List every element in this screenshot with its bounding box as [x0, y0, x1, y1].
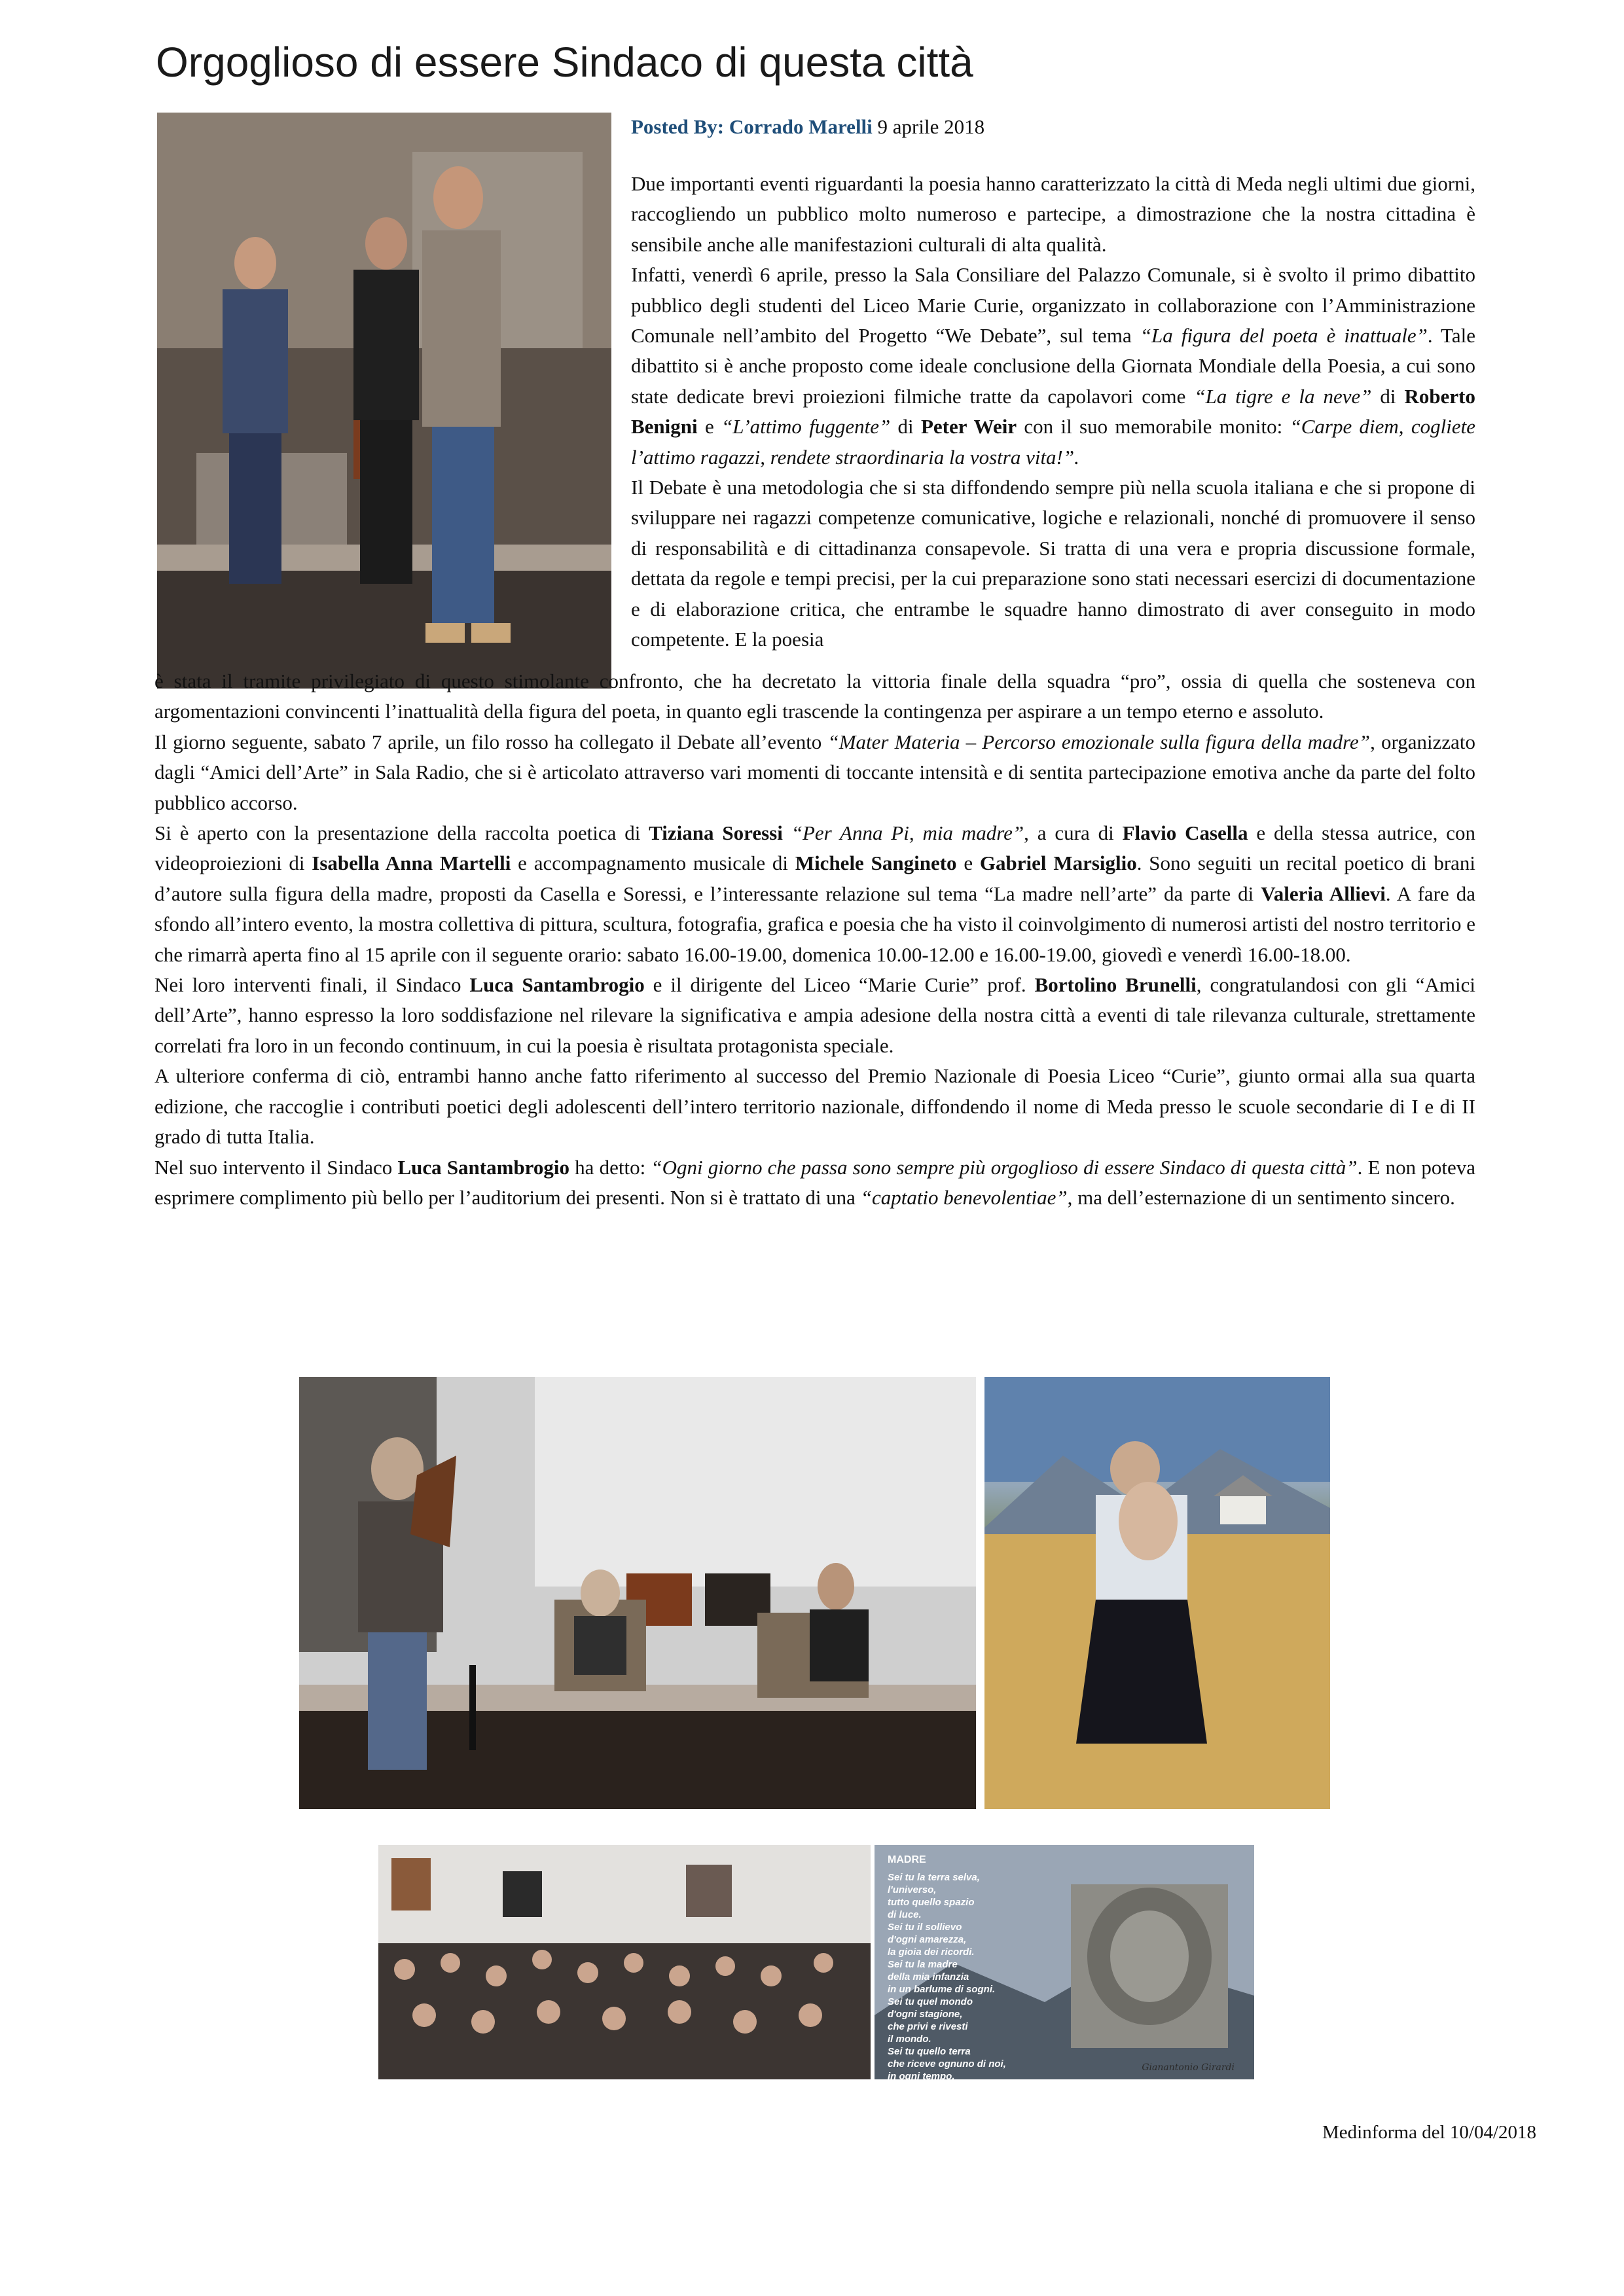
- text-span: Nel suo intervento il Sindaco: [154, 1155, 398, 1179]
- photo-audience-illustration: [378, 1845, 871, 2079]
- poem-signature: Gianantonio Girardi: [1142, 2062, 1235, 2073]
- text-span: Nei loro interventi finali, il Sindaco: [154, 973, 470, 997]
- paragraph-7: A ulteriore conferma di ciò, entrambi hanno anche fatto riferimento al successo del Premio Nazionale di Poesia Liceo “Curie”, giunto ormai alla sua quarta edizione, che raccoglie i contributi poetici degli adolescenti dell’intero territorio nazionale, diffondendo il nome di Meda presso le scuole secondarie di I e di II grado di tutta Italia.: [154, 1064, 1475, 1149]
- text-span: e: [697, 415, 722, 439]
- article-body-full: [154, 666, 1475, 1213]
- text-span: e: [956, 852, 980, 875]
- person-name: Bortolino Brunelli: [1034, 973, 1197, 997]
- photo-recital-illustration: [299, 1377, 976, 1809]
- person-name: Luca Santambrogio: [469, 973, 645, 997]
- paragraph-4: [154, 727, 1475, 818]
- text-span: Infatti, venerdì 6 aprile, presso la Sala Consiliare del Palazzo Comunale, si è svolto il primo dibattito pubblico degli studenti del Liceo Marie Curie, organizzato in collaborazione con l’Amministrazione Comunale nell’ambito del Progetto “We Debate”, sul tema: [631, 263, 1475, 348]
- text-span: . E non poteva esprimere complimento più bello per l’auditorium dei presenti. Non si è trattato di una: [154, 1155, 1475, 1209]
- text-span: ha detto:: [569, 1155, 651, 1179]
- poem-title: MADRE: [888, 1854, 926, 1865]
- film-title-2: “L’attimo fuggente”: [721, 415, 891, 439]
- byline: [631, 113, 984, 141]
- text-span: di: [890, 415, 921, 439]
- text-span: Il giorno seguente, sabato 7 aprile, un filo rosso ha collegato il Debate all’evento: [154, 730, 828, 753]
- text-span: , organizzato dagli “Amici dell’Arte” in Sala Radio, che si è articolato attraverso vari momenti di toccante intensità e di sentita partecipazione emotiva anche da parte del folto pubblico accorso.: [154, 730, 1475, 814]
- post-date: 9 aprile 2018: [877, 115, 985, 138]
- person-name: Valeria Allievi: [1261, 882, 1386, 905]
- photo-speakers-on-stage: [157, 113, 611, 689]
- text-span: . Tale dibattito si è anche proposto come ideale conclusione della Giornata Mondiale della Poesia, a cui sono state dedicate brevi proiezioni filmiche tratte da capolavori come: [631, 324, 1476, 408]
- text-span: e della stessa autrice, con videoproiezioni di: [154, 821, 1476, 875]
- director-1: Roberto Benigni: [631, 384, 1475, 439]
- text-span: e il dirigente del Liceo “Marie Curie” prof.: [644, 973, 1035, 997]
- text-span: di: [1371, 384, 1405, 408]
- debate-theme: “La figura del poeta è inattuale”: [1140, 324, 1428, 348]
- text-span: e accompagnamento musicale di: [511, 852, 795, 875]
- footer-source: Medinforma del 10/04/2018: [1322, 2122, 1537, 2143]
- painting-mother-child: [984, 1377, 1330, 1809]
- person-name: Isabella Anna Martelli: [312, 852, 511, 875]
- poem-madre-panel: [875, 1845, 1254, 2132]
- person-name: Tiziana Soressi: [649, 821, 783, 845]
- photo-audience: [378, 1845, 871, 2079]
- poem-text: Sei tu la terra selva, l'universo, tutto quello spazio di luce. Sei tu il sollievo d'ogni amarezza, la gioia dei ricordi. Sei tu la madre della mia infanzia in un barlume di sogni. Sei tu quel mondo d'ogni stagione, che privi e rivesti il mondo. Sei tu quello terra che riceve ognuno di noi, in ogni tempo. Madre, l'unica speranza sarà il cielo che ci farà ritrovare ancora insieme.: [888, 1872, 1006, 2132]
- text-span: con il suo memorabile monito:: [1017, 415, 1290, 439]
- paragraph-2: [631, 260, 1475, 473]
- person-name: Gabriel Marsiglio: [979, 852, 1137, 875]
- director-2: Peter Weir: [920, 415, 1017, 439]
- text-span: Si è aperto con la presentazione della raccolta poetica di: [154, 821, 649, 845]
- paragraph-5: [154, 818, 1475, 970]
- text-span: , a cura di: [1024, 821, 1123, 845]
- event-title: “Mater Materia – Percorso emozionale sulla figura della madre”: [827, 730, 1371, 753]
- text-span: , ma dell’esternazione di un sentimento sincero.: [1067, 1185, 1455, 1209]
- paragraph-3-continued: è stata il tramite privilegiato di questo stimolante confronto, che ha decretato la vittoria finale della squadra “pro”, ossia di quella che sosteneva con argomentazioni convincenti l’inattualità della figura del poeta, in quanto egli trascende la contingenza per aspirare a un tempo eterno e assoluto.: [154, 670, 1475, 723]
- painting-illustration: [984, 1377, 1330, 1809]
- text-span: . A fare da sfondo all’intero evento, la mostra collettiva di pittura, scultura, fotografia, grafica e poesia che ha visto il coinvolgimento di numerosi artisti del nostro territorio e che rimarrà aperta fino al 15 aprile con il seguente orario: sabato 16.00-19.00, domenica 10.00-12.00 e 16.00-19.00, giovedì e venerdì 16.00-18.00.: [154, 882, 1475, 966]
- paragraph-6: [154, 970, 1475, 1061]
- paragraph-3: Il Debate è una metodologia che si sta diffondendo sempre più nella scuola italiana e che si propone di sviluppare nei ragazzi competenze comunicative, logiche e relazionali, nonché di promuovere il senso di responsabilità e di cittadinanza consapevole. Si tratta di una vera e propria discussione formale, dettata da regole e tempi precisi, per la cui preparazione sono stati necessari esercizi di documentazione e di elaborazione critica, che entrambe le squadre hanno dimostrato di aver conseguito in modo competente. E la poesia: [631, 476, 1475, 651]
- latin-phrase: “captatio benevolentiae”: [860, 1185, 1068, 1209]
- article-title: Orgoglioso di essere Sindaco di questa città: [156, 39, 973, 86]
- text-span: , congratulandosi con gli “Amici dell’Arte”, hanno espresso la loro soddisfazione nel rilevare la significativa e ampia adesione della nostra città a eventi di tale rilevanza culturale, strettamente correlati fra loro in un fecondo continuum, in cui la poesia è risultata protagonista speciale.: [154, 973, 1476, 1057]
- quote-carpe-diem: “Carpe diem, cogliete l’attimo ragazzi, rendete straordinaria la vostra vita!”.: [631, 415, 1475, 469]
- person-name: Michele Sangineto: [795, 852, 957, 875]
- person-name: Luca Santambrogio: [397, 1155, 569, 1179]
- person-name: Flavio Casella: [1122, 821, 1248, 845]
- paragraph-1: Due importanti eventi riguardanti la poesia hanno caratterizzato la città di Meda negli ultimi due giorni, raccogliendo un pubblico molto numeroso e partecipe, a dimostrazione che la nostra cittadina è sensibile anche alle manifestazioni culturali di alta qualità.: [631, 172, 1475, 256]
- book-title: “Per Anna Pi, mia madre”: [791, 821, 1024, 845]
- photo-recital-stage: [299, 1377, 976, 1809]
- mayor-quote: “Ogni giorno che passa sono sempre più orgoglioso di essere Sindaco di questa città”: [651, 1155, 1358, 1179]
- film-title-1: “La tigre e la neve”: [1194, 384, 1372, 408]
- article-body-top: [631, 169, 1475, 655]
- photo-speakers-illustration: [157, 113, 611, 689]
- byline-author: Posted By: Corrado Marelli: [631, 115, 873, 138]
- text-span: . Sono seguiti un recital poetico di brani d’autore sulla figura della madre, proposti da Casella e Soressi, e l’interessante relazione sul tema “La madre nell’arte” da parte di: [154, 852, 1476, 905]
- paragraph-8: [154, 1153, 1475, 1213]
